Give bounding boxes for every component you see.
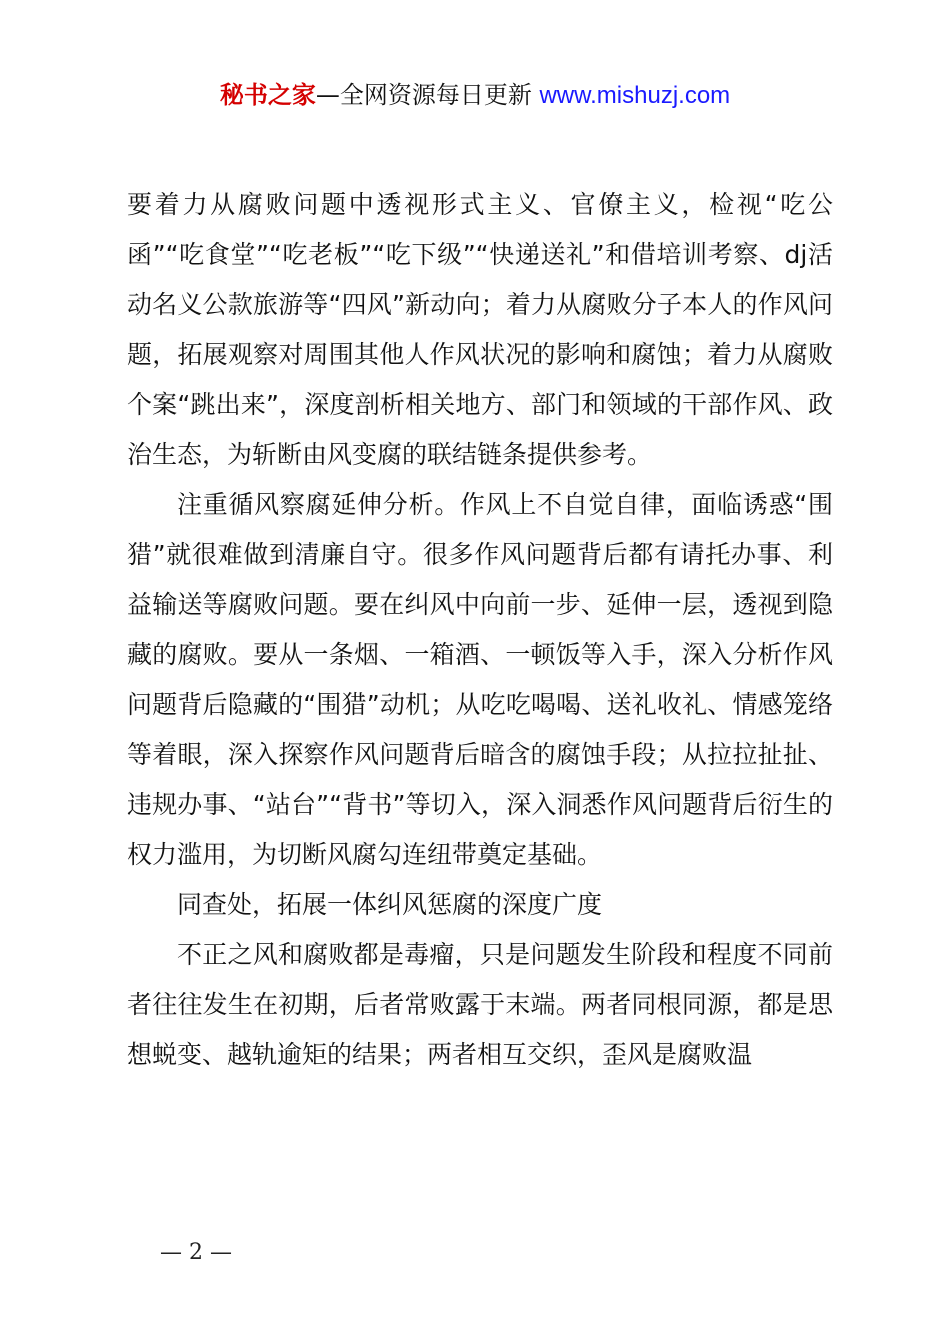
brand-name: 秘书之家 — [219, 81, 316, 109]
section-heading: 同查处，拓展一体纠风惩腐的深度广度 — [177, 890, 603, 919]
header-tagline: —全网资源每日更新 — [315, 81, 532, 109]
paragraph: 注重循风察腐延伸分析。作风上不自觉自律，面临诱惑“围猎”就很难做到清廉自守。很多作风问题背后都有请托办事、利益输送等腐败问题。要在纠风中向前一步、延伸一层，透视到隐藏的腐败。要从一条烟、一箱酒、一顿饭等入手，深入分析作风问题背后隐藏的“围猎”动机；从吃吃喝喝、送礼收礼、情感笼络等着眼，深入探察作风问题背后暗含的腐蚀手段；从拉拉扯扯、违规办事、“站台”“背书”等切入，深入洞悉作风问题背后衍生的权力滥用，为切断风腐勾连纽带奠定基础。 — [127, 490, 833, 869]
site-header — [0, 78, 950, 113]
site-url-link[interactable]: www.mishuzj.com — [539, 82, 731, 109]
page-number: — 2 — — [160, 1240, 232, 1265]
paragraph: 不正之风和腐败都是毒瘤，只是问题发生阶段和程度不同前者往往发生在初期，后者常败露于末端。两者同根同源，都是思想蜕变、越轨逾矩的结果；两者相互交织，歪风是腐败温 — [127, 940, 833, 1069]
document-body — [127, 180, 833, 1080]
paragraph-continued: 要着力从腐败问题中透视形式主义、官僚主义，检视“吃公函”“吃食堂”“吃老板”“吃下级”“快递送礼”和借培训考察、dj活动名义公款旅游等“四风”新动向；着力从腐败分子本人的作风问题，拓展观察对周围其他人作风状况的影响和腐蚀；着力从腐败个案“跳出来”，深度剖析相关地方、部门和领域的干部作风、政治生态，为斩断由风变腐的联结链条提供参考。 — [127, 190, 833, 469]
